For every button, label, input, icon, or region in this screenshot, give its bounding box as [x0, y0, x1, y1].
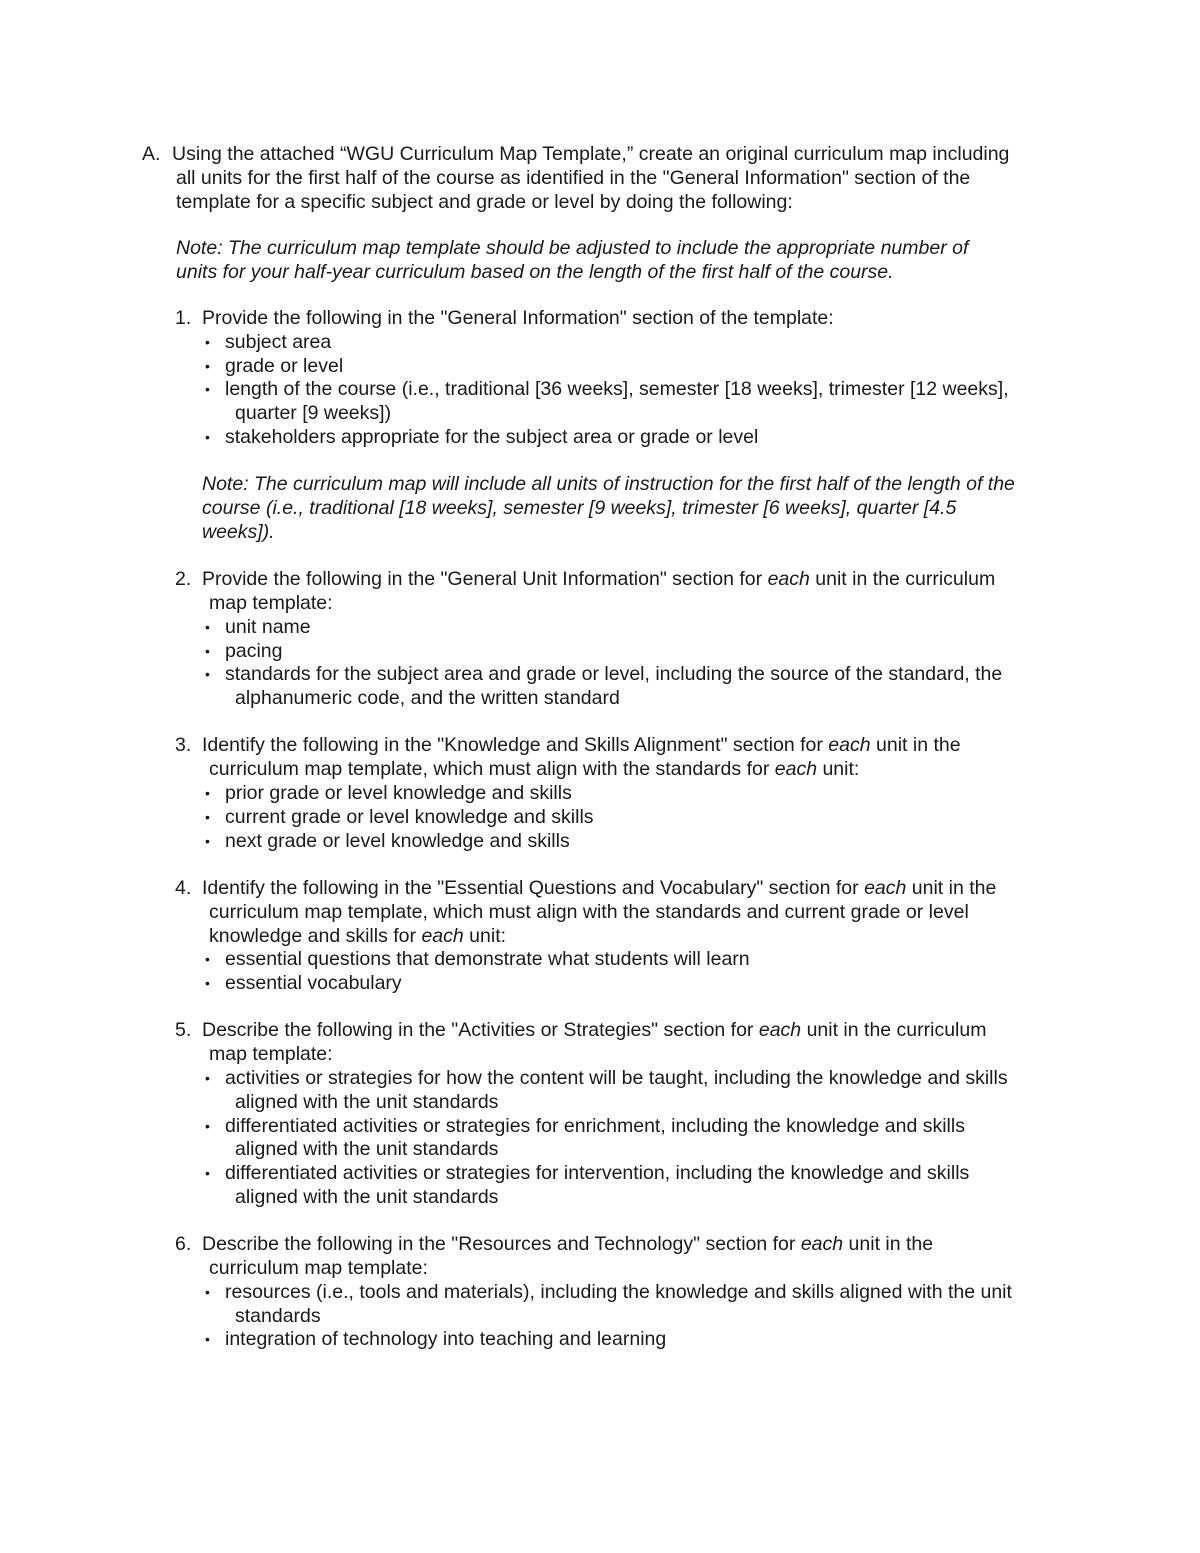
step-intro-text: knowledge and skills for [209, 924, 422, 947]
bullet-glyph: • [205, 808, 210, 825]
step-intro-emphasis: each [767, 568, 810, 591]
step-intro-line: Provide the following in the "General Information" section of the template: [202, 306, 834, 329]
step-intro-text: unit in the [843, 1233, 934, 1256]
bullet-list [202, 782, 1082, 853]
bullet-line: quarter [9 weeks]) [235, 402, 392, 425]
bullet-glyph: • [205, 333, 210, 350]
bullet-line: aligned with the unit standards [235, 1138, 499, 1161]
bullet-text [225, 1328, 666, 1352]
bullet-line: differentiated activities or strategies for intervention, including the knowledge and skills [225, 1162, 970, 1185]
list-item [202, 663, 1082, 711]
note-line: Note: The curriculum map will include all units of instruction for the first half of the length of the [202, 473, 1015, 496]
step-intro-text: Describe the following in the "Activities or Strategies" section for [202, 1019, 759, 1042]
step-body [202, 877, 1082, 996]
step-body [202, 1233, 1082, 1352]
step-intro-text: curriculum map template, which must align with the standards for [209, 758, 775, 781]
step-number: 6. [175, 1233, 192, 1256]
bullet-glyph: • [205, 666, 210, 683]
step-intro [202, 568, 1082, 616]
step-intro-line: map template: [209, 591, 333, 614]
bullet-text [225, 355, 343, 379]
list-item [202, 378, 1082, 426]
step-6 [172, 1233, 1082, 1352]
section-a-note-line: Note: The curriculum map template should be adjusted to include the appropriate number of [176, 237, 969, 260]
list-item [202, 1281, 1082, 1329]
bullet-line: next grade or level knowledge and skills [225, 829, 570, 852]
list-item [202, 640, 1082, 664]
bullet-line: standards [235, 1304, 321, 1327]
bullet-text [225, 806, 594, 830]
step-5 [172, 1019, 1082, 1209]
bullet-glyph: • [205, 975, 210, 992]
bullet-line: prior grade or level knowledge and skills [225, 782, 572, 805]
step-number: 4. [175, 876, 192, 899]
bullet-list [202, 616, 1082, 711]
bullet-text [225, 948, 750, 972]
bullet-text [225, 1162, 969, 1210]
section-a-intro [172, 143, 1082, 214]
step-intro [202, 734, 1082, 782]
step-number: 2. [175, 568, 192, 591]
bullet-text [225, 782, 572, 806]
step-intro-line [202, 758, 1082, 782]
bullet-line: resources (i.e., tools and materials), including the knowledge and skills aligned with the unit [225, 1280, 1012, 1303]
list-item [202, 1162, 1082, 1210]
step-intro-text: unit: [817, 758, 860, 781]
bullet-glyph: • [205, 618, 210, 635]
section-a-body [172, 143, 1082, 1376]
section-a-intro-line: Using the attached “WGU Curriculum Map Template,” create an original curriculum map including [172, 143, 1010, 165]
bullet-line: length of the course (i.e., traditional [36 weeks], semester [18 weeks], trimester [12 weeks], [225, 378, 1009, 401]
section-a [142, 143, 1082, 1376]
step-intro-emphasis: each [864, 876, 907, 899]
section-a-intro-line: all units for the first half of the course as identified in the "General Information" section of the [176, 166, 971, 189]
step-intro-text: unit in the curriculum [809, 568, 996, 591]
bullet-glyph: • [205, 1165, 210, 1182]
bullet-glyph: • [205, 785, 210, 802]
bullet-text [225, 1067, 1008, 1115]
step-2 [172, 568, 1082, 711]
bullet-list [202, 331, 1082, 450]
step-body [202, 734, 1082, 853]
section-a-note-line: units for your half-year curriculum based on the length of the first half of the course. [176, 261, 894, 284]
step-intro-emphasis: each [421, 924, 464, 947]
bullet-text [225, 1115, 965, 1163]
bullet-line: essential questions that demonstrate what students will learn [225, 948, 750, 971]
bullet-line: aligned with the unit standards [235, 1090, 499, 1113]
bullet-text [225, 830, 570, 854]
list-item [202, 426, 1082, 450]
bullet-line: essential vocabulary [225, 972, 402, 995]
bullet-line: standards for the subject area and grade or level, including the source of the standard, the [225, 663, 1003, 686]
bullet-line: stakeholders appropriate for the subject area or grade or level [225, 425, 759, 448]
list-item [202, 355, 1082, 379]
bullet-text [225, 972, 402, 996]
step-intro-text: Identify the following in the "Essential Questions and Vocabulary" section for [202, 876, 865, 899]
list-item [202, 948, 1082, 972]
step-intro-text: Describe the following in the "Resources and Technology" section for [202, 1233, 801, 1256]
bullet-line: current grade or level knowledge and skills [225, 805, 594, 828]
step-body [202, 1019, 1082, 1209]
note-line: weeks]). [202, 520, 275, 543]
step-intro-line: curriculum map template, which must align with the standards and current grade or level [209, 900, 969, 923]
step-1-note [202, 473, 1082, 544]
list-item [202, 830, 1082, 854]
list-item [202, 1328, 1082, 1352]
list-item [202, 806, 1082, 830]
step-intro-text: Identify the following in the "Knowledge and Skills Alignment" section for [202, 734, 829, 757]
step-intro-text: unit in the [870, 734, 961, 757]
bullet-glyph: • [205, 1117, 210, 1134]
bullet-line: alphanumeric code, and the written standard [235, 687, 620, 710]
bullet-line: activities or strategies for how the content will be taught, including the knowledge and skills [225, 1067, 1008, 1089]
bullet-glyph: • [205, 428, 210, 445]
step-body [202, 568, 1082, 711]
step-intro [202, 877, 1082, 948]
list-item [202, 331, 1082, 355]
step-intro [202, 1019, 1082, 1067]
bullet-line: differentiated activities or strategies for enrichment, including the knowledge and skills [225, 1114, 965, 1137]
step-number: 5. [175, 1019, 192, 1042]
step-body [202, 307, 1082, 545]
bullet-glyph: • [205, 357, 210, 374]
step-number: 3. [175, 734, 192, 757]
bullet-glyph: • [205, 642, 210, 659]
step-intro-line: curriculum map template: [209, 1257, 428, 1280]
bullet-list [202, 1281, 1082, 1352]
list-item [202, 782, 1082, 806]
step-number: 1. [175, 306, 192, 329]
bullet-text [225, 378, 1009, 426]
bullet-glyph: • [205, 1070, 210, 1086]
bullet-glyph: • [205, 1331, 210, 1348]
step-intro-text: unit in the [906, 876, 997, 899]
step-intro-text: unit in the curriculum [801, 1019, 987, 1042]
step-intro [202, 1233, 1082, 1281]
step-3 [172, 734, 1082, 853]
step-intro-text: Provide the following in the "General Unit Information" section for [202, 568, 768, 591]
bullet-glyph: • [205, 951, 210, 968]
step-intro-emphasis: each [828, 734, 871, 757]
step-intro-text: unit: [463, 924, 507, 947]
list-item [202, 616, 1082, 640]
bullet-list [202, 1067, 1082, 1210]
bullet-text [225, 663, 1002, 711]
bullet-line: subject area [225, 330, 332, 353]
list-item [202, 1115, 1082, 1163]
step-intro-emphasis: each [774, 758, 818, 781]
bullet-text [225, 1281, 1012, 1329]
note-line: course (i.e., traditional [18 weeks], semester [9 weeks], trimester [6 weeks], quarter [4.5 [202, 497, 957, 520]
bullet-glyph: • [205, 1283, 210, 1300]
step-intro [202, 307, 1082, 331]
section-a-note [172, 237, 1082, 285]
section-a-marker: A. [142, 143, 161, 165]
bullet-line: integration of technology into teaching and learning [225, 1328, 667, 1351]
bullet-glyph: • [205, 381, 210, 398]
bullet-text [225, 331, 331, 355]
bullet-text [225, 640, 282, 664]
step-1 [172, 307, 1082, 545]
bullet-line: pacing [225, 639, 283, 662]
bullet-line: aligned with the unit standards [235, 1185, 499, 1208]
bullet-text [225, 616, 311, 640]
bullet-glyph: • [205, 832, 210, 849]
steps-list [172, 307, 1082, 1352]
bullet-line: unit name [225, 615, 311, 638]
step-intro-emphasis: each [800, 1233, 844, 1256]
step-intro-line: map template: [209, 1043, 333, 1066]
step-intro-line [202, 925, 1082, 949]
bullet-line: grade or level [225, 354, 344, 377]
bullet-text [225, 426, 758, 450]
step-intro-emphasis: each [758, 1019, 802, 1042]
list-item [202, 1067, 1082, 1115]
step-4 [172, 877, 1082, 996]
section-a-intro-line: template for a specific subject and grade or level by doing the following: [176, 190, 793, 213]
bullet-list [202, 948, 1082, 996]
list-item [202, 972, 1082, 996]
